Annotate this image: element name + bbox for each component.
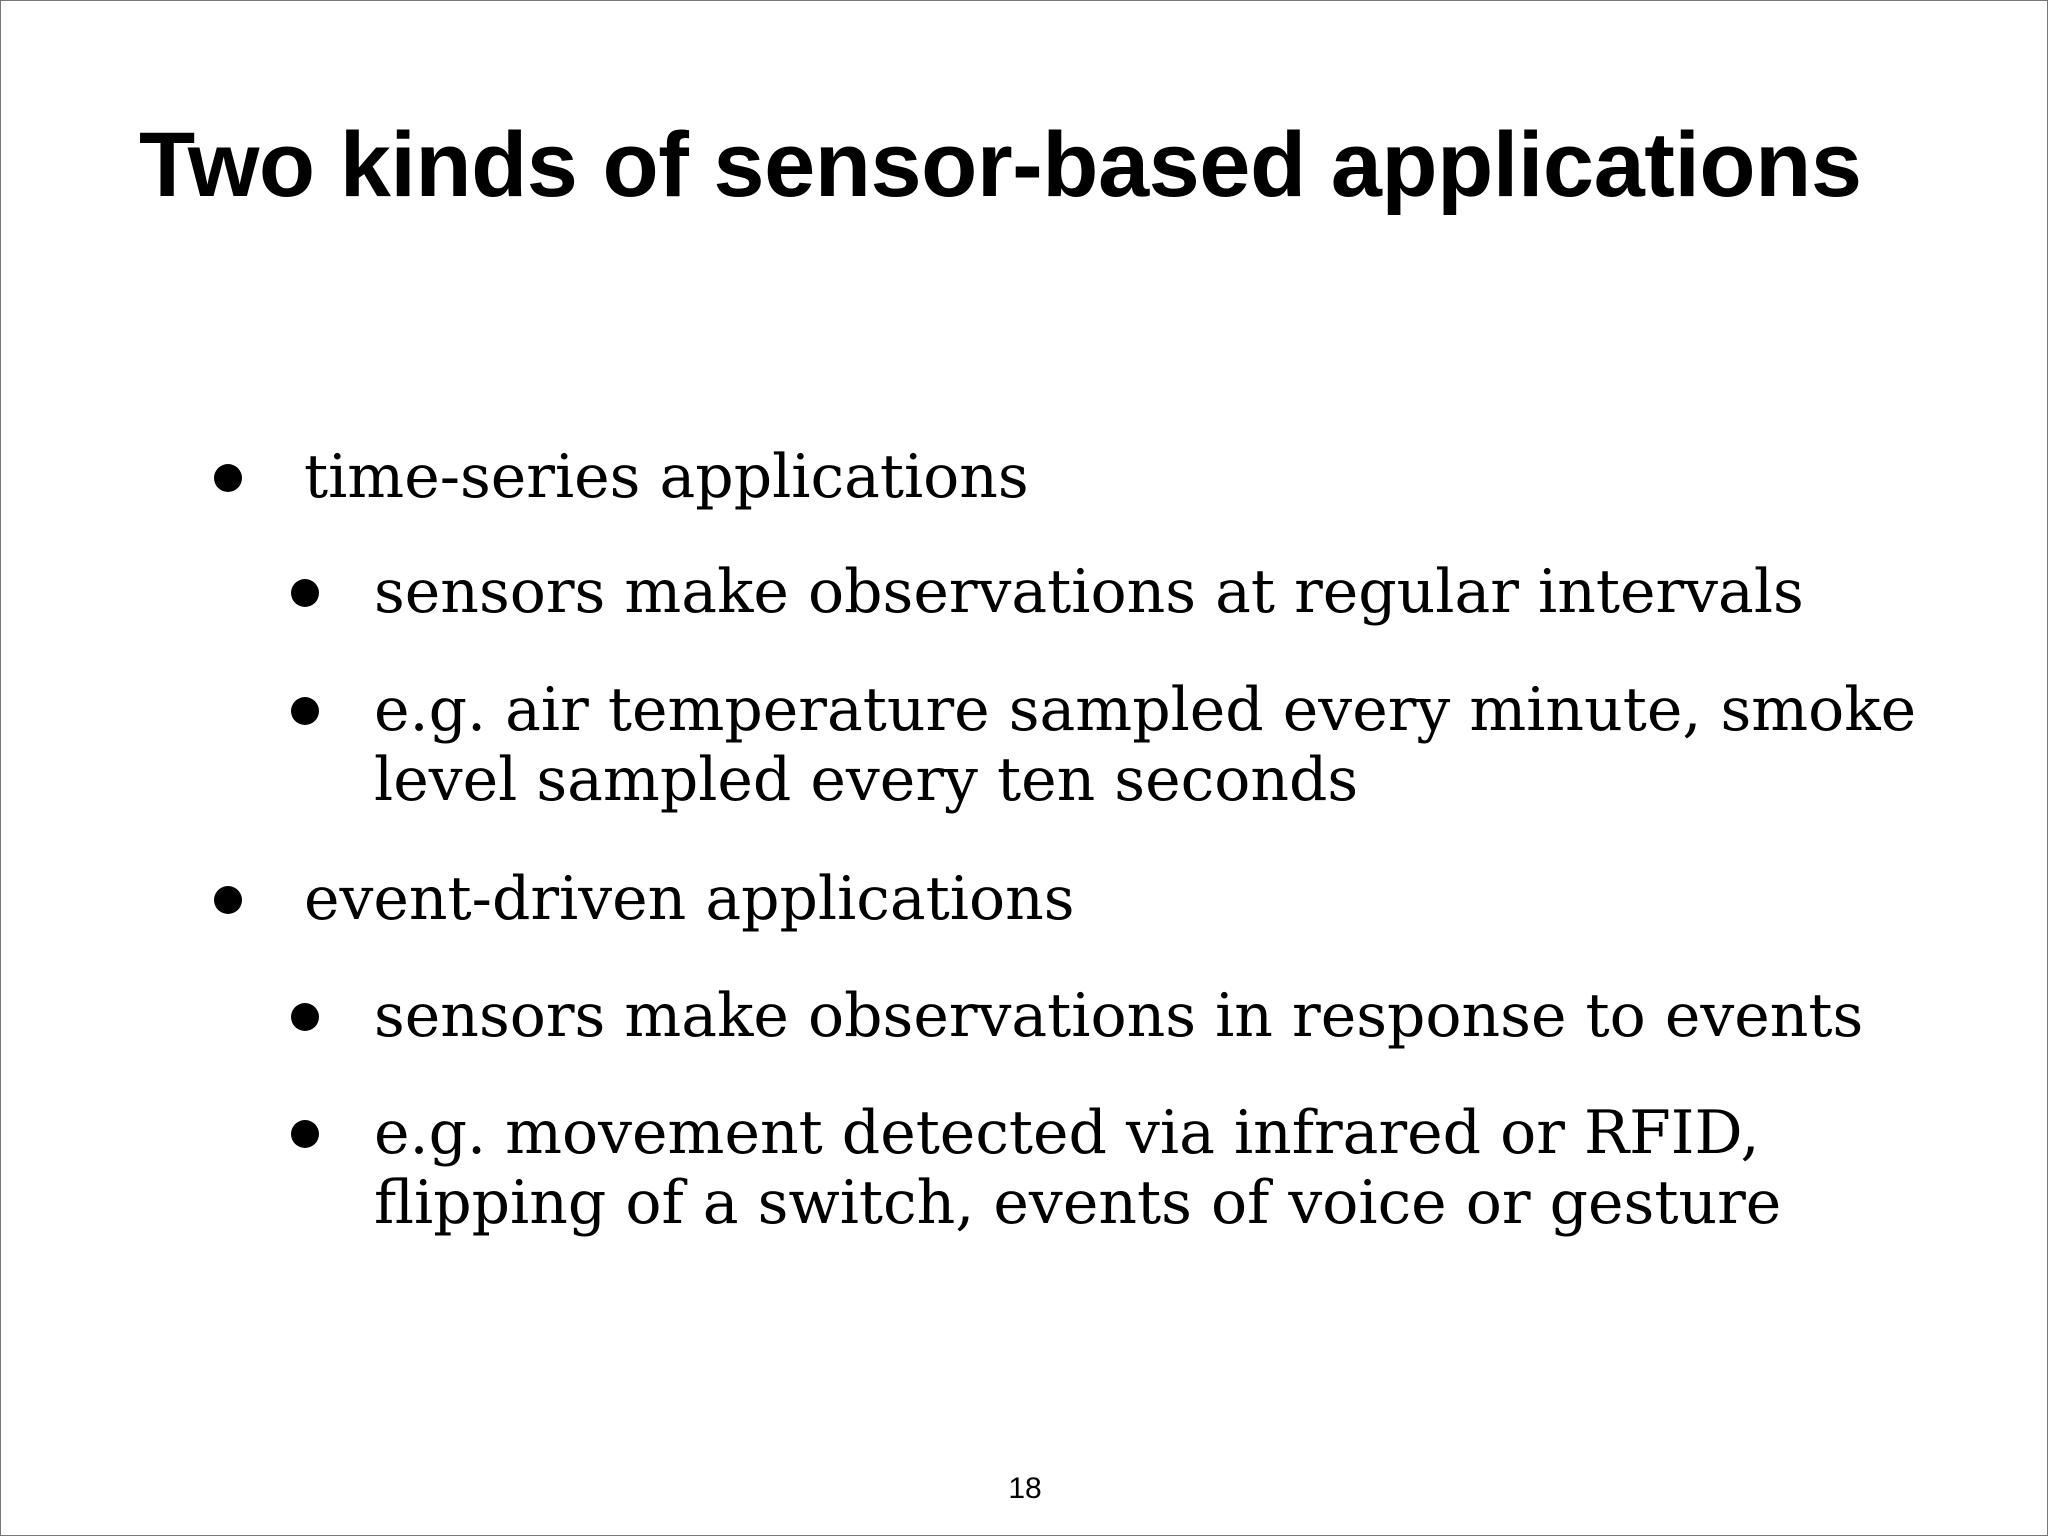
bullet-dot-icon (214, 464, 242, 492)
sub-bullet-regular-intervals (374, 557, 1804, 627)
bullet-dot-icon (291, 1120, 319, 1148)
bullet-dot-icon (291, 697, 319, 725)
bullet-dot-icon (291, 579, 319, 607)
sub-bullet-text: sensors make observations at regular intervals (374, 557, 1804, 627)
sub-bullet-text-line-1: e.g. movement detected via infrared or RFID, (374, 1098, 1760, 1168)
sub-bullet-text-line-1: e.g. air temperature sampled every minute, smoke (374, 675, 1917, 745)
sub-bullet-text: sensors make observations in response to events (374, 981, 1864, 1051)
page-number: 18 (1008, 1472, 1042, 1505)
sub-bullet-text-line-2: flipping of a switch, events of voice or gesture (374, 1168, 1782, 1238)
bullet-dot-icon (291, 1003, 319, 1031)
bullet-time-series (304, 442, 1029, 512)
sub-bullet-event-example (374, 1098, 1781, 1238)
sub-bullet-text-line-2: level sampled every ten seconds (374, 745, 1359, 815)
bullet-text: time-series applications (304, 442, 1029, 512)
sub-bullet-time-series-example (374, 675, 1916, 815)
bullet-dot-icon (214, 886, 242, 914)
bullet-event-driven (304, 864, 1075, 934)
slide-title: Two kinds of sensor-based applications (139, 114, 1862, 216)
bullet-text: event-driven applications (304, 864, 1075, 934)
sub-bullet-response-to-events (374, 981, 1863, 1051)
